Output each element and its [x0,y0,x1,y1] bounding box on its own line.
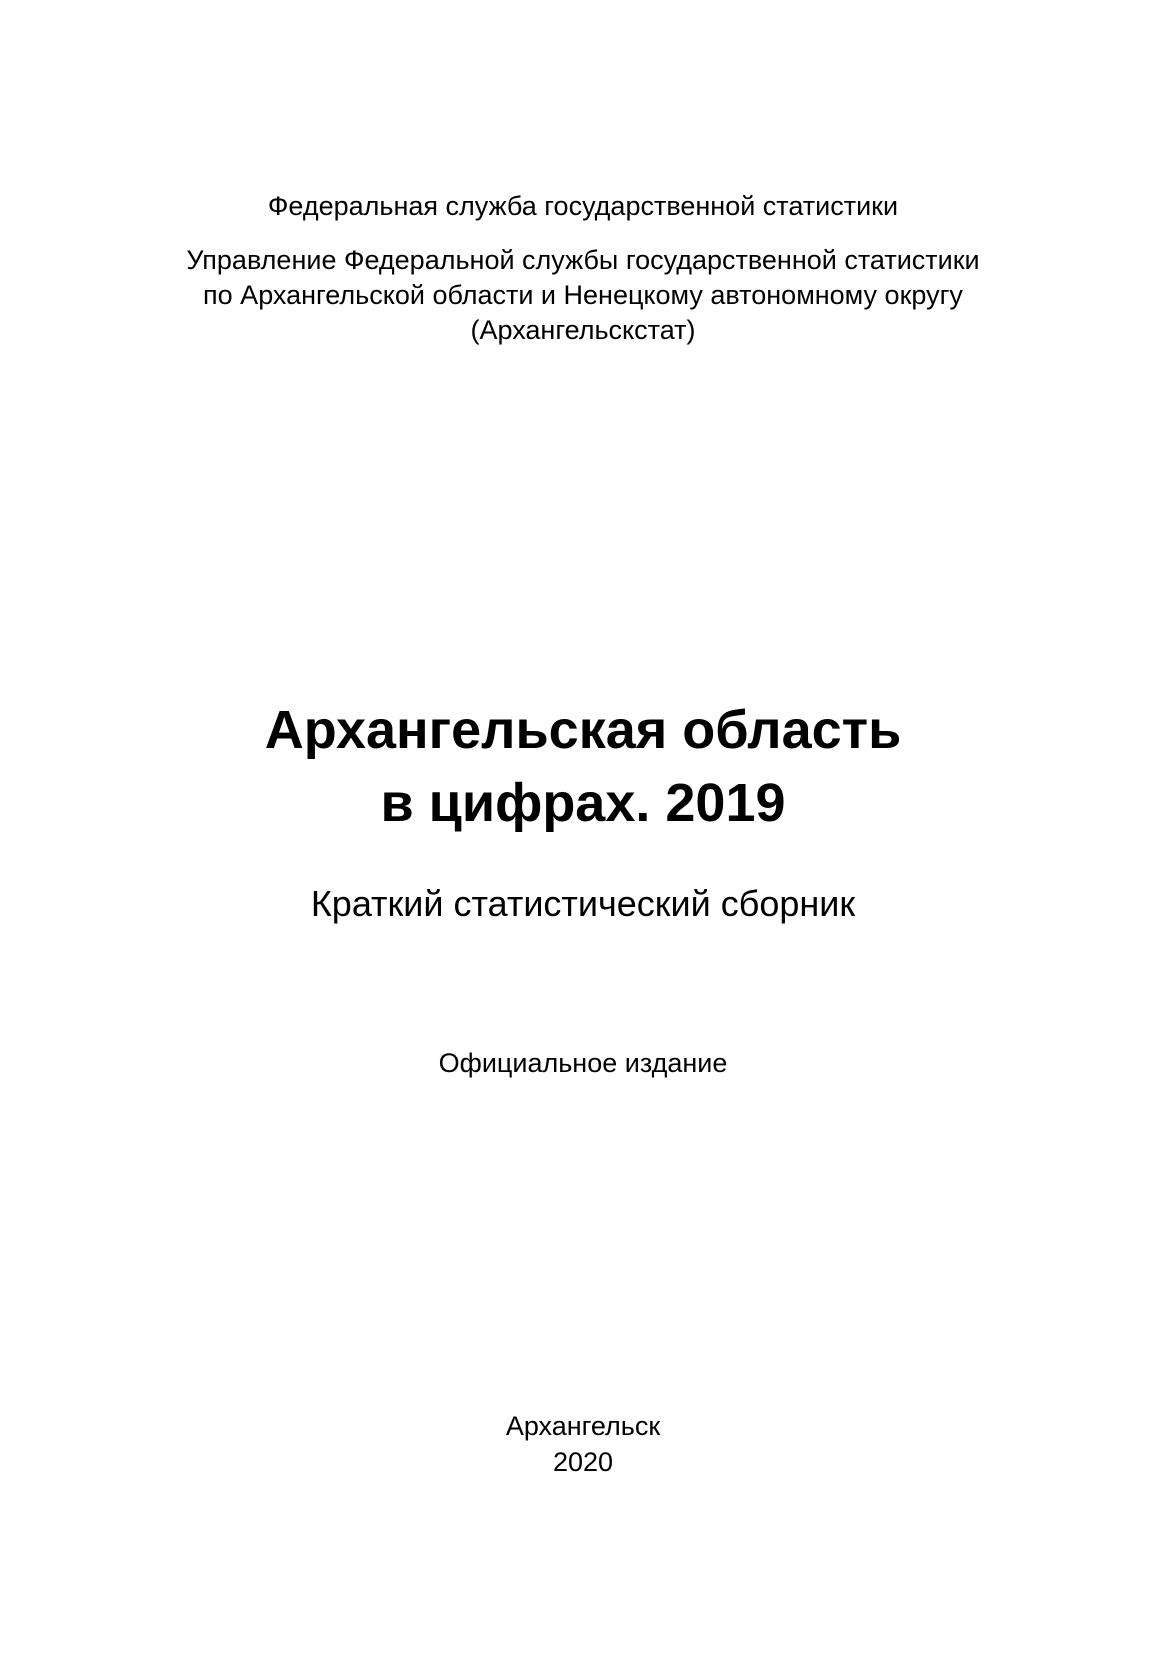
publication-title-line2: в цифрах. 2019 [380,773,786,833]
edition-label: Официальное издание [438,1048,728,1078]
publication-year: 2020 [552,1447,614,1477]
publication-city: Архангельск [505,1411,661,1441]
department-short-name: (Архангельскстат) [470,315,696,345]
publication-subtitle: Краткий статистический сборник [310,883,856,924]
department-name-line2: по Архангельской области и Ненецкому автономному округу [203,280,963,310]
agency-name: Федеральная служба государственной статистики [267,191,899,221]
department-name-line1: Управление Федеральной службы государственной статистики [186,245,980,275]
publication-title-line1: Архангельская область [264,700,902,760]
